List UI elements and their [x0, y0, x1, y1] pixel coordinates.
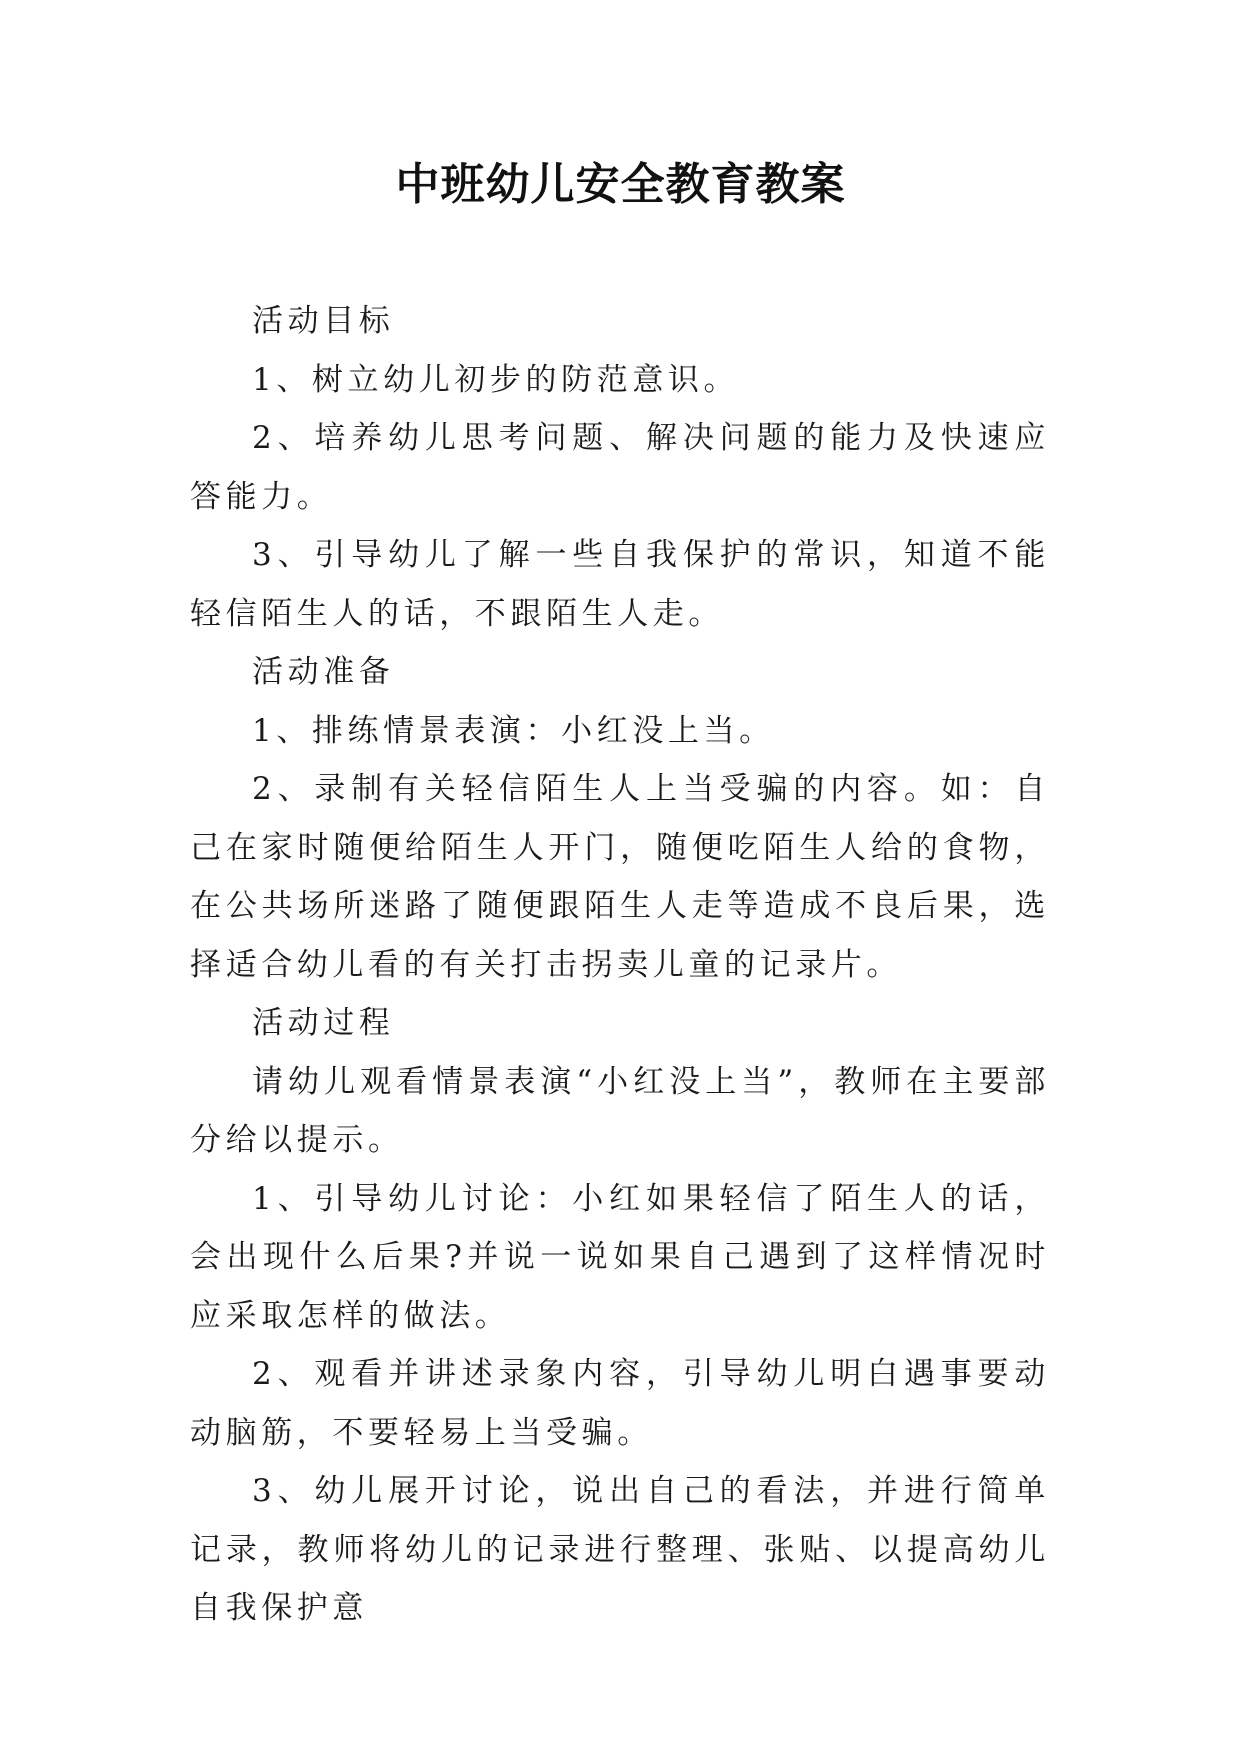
paragraph: 3、幼儿展开讨论，说出自己的看法，并进行简单记录，教师将幼儿的记录进行整理、张贴、以提高幼儿自我保护意 — [190, 1473, 1050, 1626]
section-heading-preparation: 活动准备 — [252, 654, 395, 690]
paragraph: 2、培养幼儿思考问题、解决问题的能力及快速应答能力。 — [190, 420, 1050, 515]
paragraph: 1、排练情景表演：小红没上当。 — [252, 712, 775, 749]
document-body — [190, 292, 1050, 1638]
section-heading-process: 活动过程 — [252, 1005, 395, 1041]
paragraph: 1、引导幼儿讨论：小红如果轻信了陌生人的话，会出现什么后果?并说一说如果自己遇到了这样情况时应采取怎样的做法。 — [190, 1180, 1050, 1334]
section-heading-goals: 活动目标 — [252, 303, 395, 339]
paragraph: 2、观看并讲述录象内容，引导幼儿明白遇事要动动脑筋，不要轻易上当受骗。 — [190, 1356, 1050, 1451]
paragraph: 请幼儿观看情景表演“小红没上当”，教师在主要部分给以提示。 — [190, 1063, 1050, 1158]
paragraph: 3、引导幼儿了解一些自我保护的常识，知道不能轻信陌生人的话，不跟陌生人走。 — [190, 537, 1050, 632]
document-title: 中班幼儿安全教育教案 — [395, 159, 846, 210]
paragraph: 2、录制有关轻信陌生人上当受骗的内容。如：自己在家时随便给陌生人开门，随便吃陌生人给的食物，在公共场所迷路了随便跟陌生人走等造成不良后果，选择适合幼儿看的有关打击拐卖儿童的记录片。 — [190, 771, 1050, 983]
paragraph: 1、树立幼儿初步的防范意识。 — [252, 361, 740, 398]
